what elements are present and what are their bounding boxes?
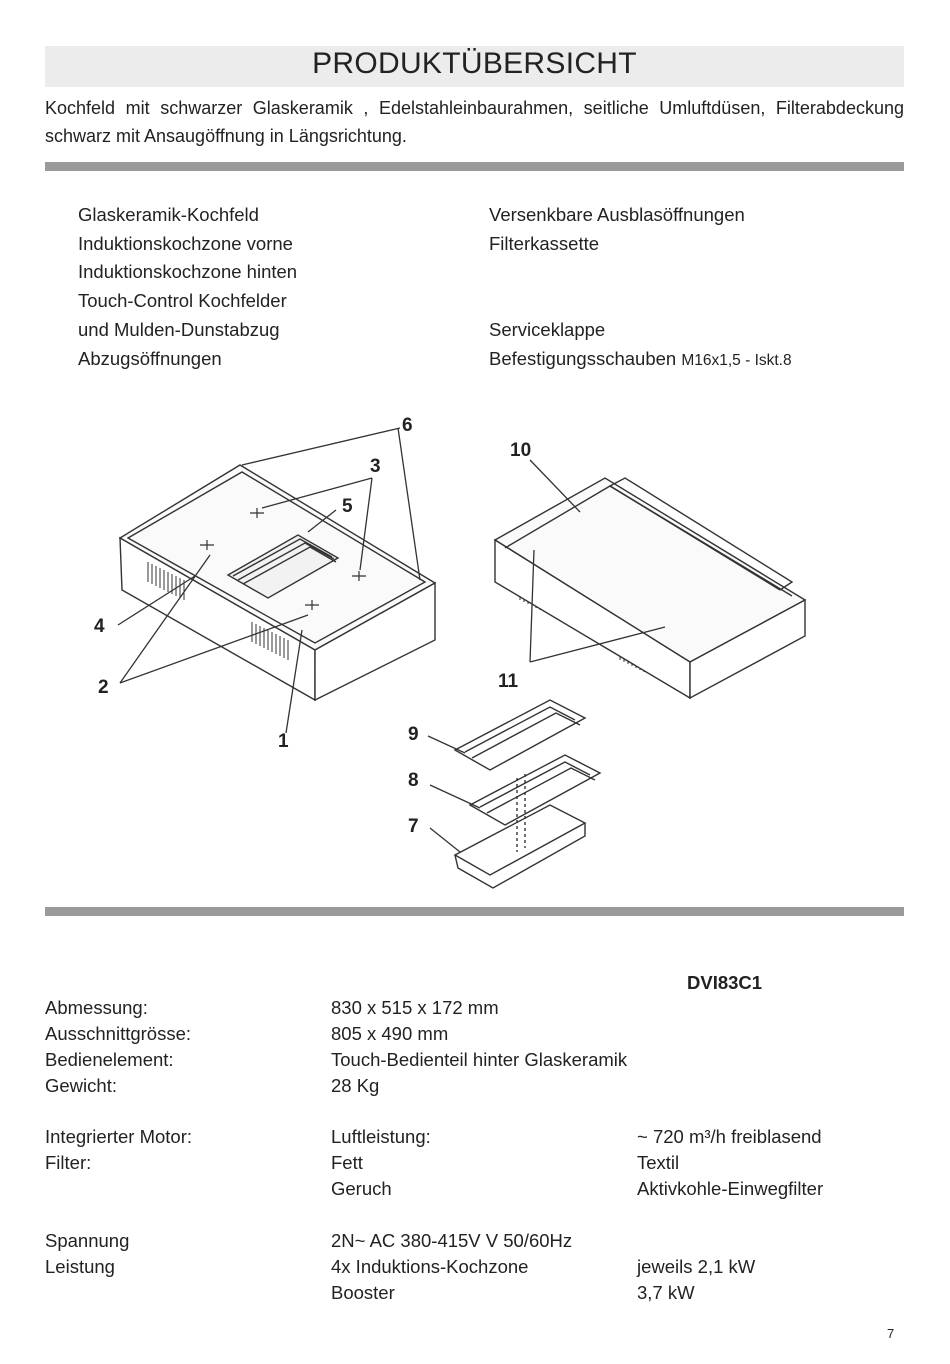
diagram-label-4: 4	[94, 616, 105, 637]
spec-value: Fett	[331, 1152, 363, 1173]
spec-value: Geruch	[331, 1178, 392, 1199]
spec-extra: Textil	[637, 1152, 680, 1173]
diagram-label-1: 1	[278, 731, 289, 752]
model-name: DVI83C1	[687, 972, 763, 993]
divider-top	[45, 162, 904, 171]
spec-label: Integrierter Motor:	[45, 1126, 193, 1147]
spec-extra: jeweils 2,1 kW	[637, 1256, 756, 1277]
hob-illustration	[120, 465, 435, 700]
spec-value: 805 x 490 mm	[331, 1023, 449, 1044]
page-title: PRODUKTÜBERSICHT	[312, 47, 637, 80]
part-item: Induktionskochzone hinten	[78, 261, 298, 282]
spec-value: Booster	[331, 1282, 395, 1303]
spec-label: Abmessung:	[45, 997, 148, 1018]
part-item: Filterkassette	[489, 232, 600, 254]
part-item: Versenkbare Ausblasöffnungen	[489, 204, 745, 225]
diagram-label-5: 5	[342, 496, 353, 517]
spec-value: 830 x 515 x 172 mm	[331, 997, 499, 1018]
spec-label: Leistung	[45, 1256, 115, 1277]
part-item: Induktionskochzone vorne	[78, 232, 293, 254]
part-item-spec: M16x1,5 - Iskt.8	[681, 351, 792, 369]
diagram-label-6: 6	[402, 415, 413, 436]
spec-value: 2N~ AC 380-415V V 50/60Hz	[331, 1230, 573, 1251]
diagram-label-3: 3	[370, 456, 381, 477]
hood-illustration	[495, 478, 805, 698]
diagram-label-9: 9	[408, 724, 419, 745]
filter-assembly	[455, 700, 600, 888]
spec-value: 28 Kg	[331, 1075, 380, 1096]
parts-list-right	[489, 201, 792, 375]
spec-label: Ausschnittgrösse:	[45, 1023, 192, 1044]
diagram-label-7: 7	[408, 816, 419, 837]
diagram-label-2: 2	[98, 677, 109, 698]
parts-list-left	[78, 201, 297, 373]
diagram-label-8: 8	[408, 770, 419, 791]
part-item-main: Befestigungsschauben	[489, 347, 677, 369]
spec-label: Bedienelement:	[45, 1049, 174, 1070]
page-number: 7	[887, 1326, 895, 1341]
part-item	[489, 345, 792, 376]
product-diagram	[80, 400, 820, 900]
part-item: Abzugsöffnungen	[78, 347, 222, 369]
part-item: Serviceklappe	[489, 319, 606, 340]
spec-value: Touch-Bedienteil hinter Glaskeramik	[331, 1049, 628, 1070]
diagram-label-11: 11	[498, 671, 519, 692]
spec-extra: 3,7 kW	[637, 1282, 695, 1303]
spec-label: Gewicht:	[45, 1075, 117, 1096]
diagram-label-10: 10	[510, 440, 532, 461]
spec-label: Spannung	[45, 1230, 130, 1251]
spec-extra: Aktivkohle-Einwegfilter	[637, 1178, 824, 1199]
spec-label: Filter:	[45, 1152, 92, 1173]
part-item: und Mulden-Dunstabzug	[78, 319, 280, 340]
divider-bottom	[45, 907, 904, 916]
intro-paragraph: Kochfeld mit schwarzer Glaskeramik , Edelstahleinbaurahmen, seitliche Umluftdüsen, Filterabdeckung schwarz mit Ansaugöffnung in Längsrichtung.	[45, 98, 904, 146]
spec-extra: ~ 720 m³/h freiblasend	[637, 1126, 822, 1147]
spec-value: 4x Induktions-Kochzone	[331, 1256, 529, 1277]
spec-value: Luftleistung:	[331, 1126, 431, 1147]
part-item: Glaskeramik-Kochfeld	[78, 204, 259, 225]
part-item: Touch-Control Kochfelder	[78, 289, 287, 311]
